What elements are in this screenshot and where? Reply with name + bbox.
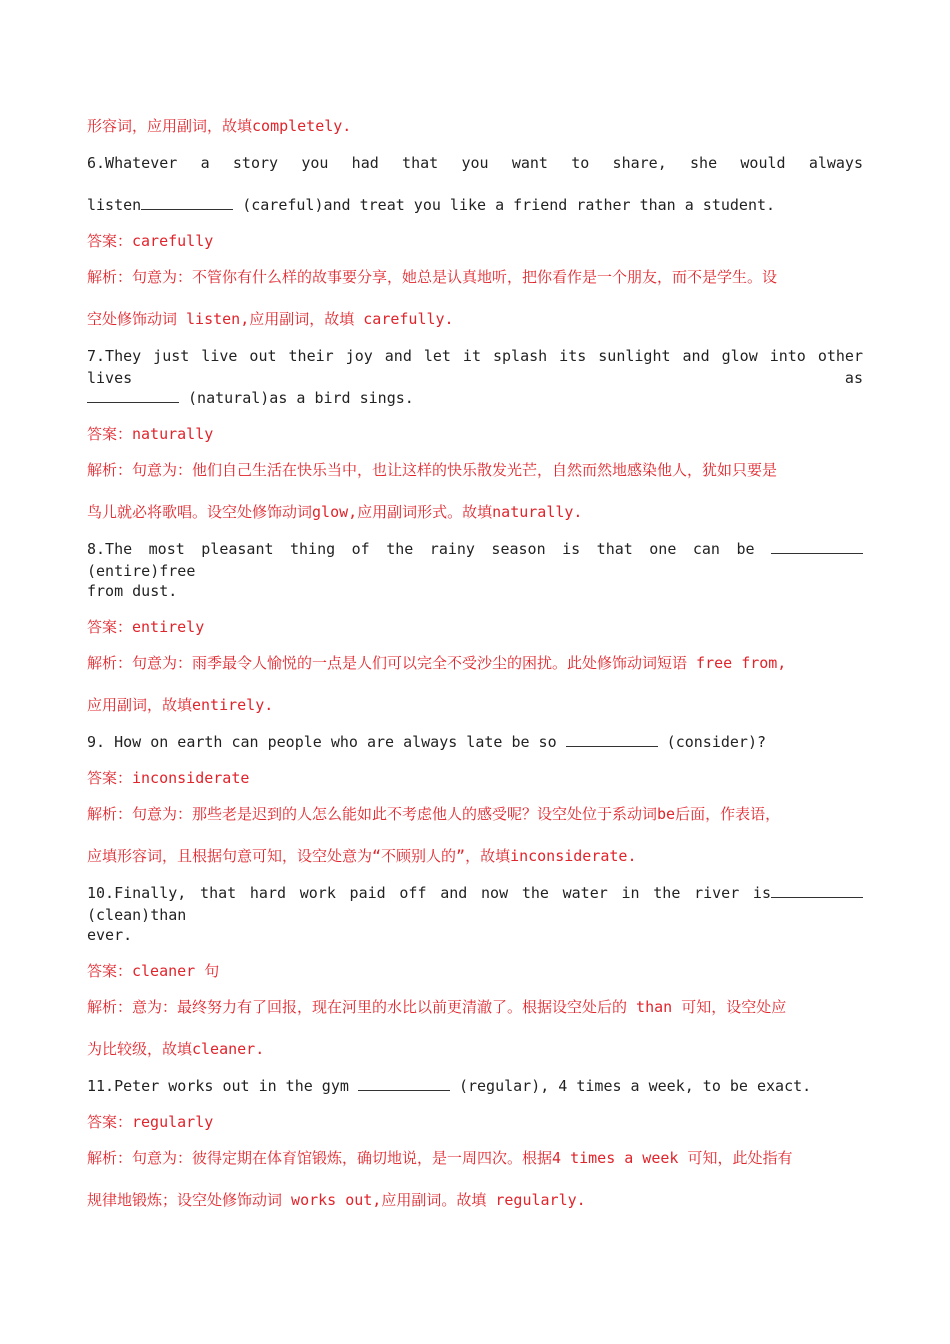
answer-9: 答案：inconsiderate bbox=[87, 769, 250, 787]
question-7-line-1: 7.They just live out their joy and let it splash its sunlight and glow into other lives as bbox=[87, 347, 863, 387]
explanation-10-line-1: 解析：意为：最终努力有了回报，现在河里的水比以前更清澈了。根据设空处后的 than 可知，设空处应 bbox=[87, 998, 787, 1016]
explanation-8-line-2: 应用副词，故填entirely. bbox=[87, 696, 274, 714]
question-11: 11.Peter works out in the gym (regular), 4 times a week, to be exact. bbox=[87, 1077, 812, 1095]
explanation-6-line-1: 解析：句意为：不管你有什么样的故事要分享，她总是认真地听，把你看作是一个朋友，而不是学生。设 bbox=[87, 268, 778, 286]
answer-11: 答案：regularly bbox=[87, 1113, 214, 1131]
explanation-7-line-1: 解析：句意为：他们自己生活在快乐当中，也让这样的快乐散发光芒，自然而然地感染他人，犹如只要是 bbox=[87, 461, 778, 479]
answer-7: 答案：naturally bbox=[87, 425, 214, 443]
question-6-line-2: listen (careful)and treat you like a friend rather than a student. bbox=[87, 196, 776, 214]
answer-blank bbox=[141, 195, 233, 210]
explanation-6-line-2: 空处修饰动词 listen,应用副词，故填 carefully. bbox=[87, 310, 454, 328]
explanation-11-line-2: 规律地锻炼；设空处修饰动词 works out,应用副词。故填 regularly. bbox=[87, 1191, 586, 1209]
question-8-line-1: 8.The most pleasant thing of the rainy season is that one can be (entire)free bbox=[87, 538, 863, 582]
explanation-10-line-2: 为比较级，故填cleaner. bbox=[87, 1040, 265, 1058]
explanation-9-line-1: 解析：句意为：那些老是迟到的人怎么能如此不考虑他人的感受呢？设空处位于系动词be后面，作表语， bbox=[87, 805, 781, 823]
question-8-line-2: from dust. bbox=[87, 582, 178, 600]
question-6-line-1: 6.Whatever a story you had that you want to share, she would always bbox=[87, 154, 863, 172]
answer-10: 答案：cleaner 句 bbox=[87, 962, 220, 980]
explanation-7-line-2: 鸟儿就必将歌唱。设空处修饰动词glow,应用副词形式。故填naturally. bbox=[87, 503, 583, 521]
question-7-line-2: (natural)as a bird sings. bbox=[87, 387, 863, 409]
question-10-line-2: ever. bbox=[87, 926, 133, 944]
explanation-line: 形容词，应用副词，故填completely. bbox=[87, 117, 352, 135]
answer-blank bbox=[566, 732, 658, 747]
answer-8: 答案：entirely bbox=[87, 618, 205, 636]
question-9: 9. How on earth can people who are always late be so (consider)? bbox=[87, 733, 767, 751]
answer-blank bbox=[771, 539, 863, 554]
answer-blank bbox=[87, 388, 179, 403]
answer-6: 答案：carefully bbox=[87, 232, 214, 250]
explanation-11-line-1: 解析：句意为：彼得定期在体育馆锻炼，确切地说，是一周四次。根据4 times a week 可知，此处指有 bbox=[87, 1149, 793, 1167]
explanation-8-line-1: 解析：句意为：雨季最令人愉悦的一点是人们可以完全不受沙尘的困扰。此处修饰动词短语 free from, bbox=[87, 654, 787, 672]
explanation-9-line-2: 应填形容词，且根据句意可知，设空处意为“不顾别人的”，故填inconsiderate. bbox=[87, 847, 637, 865]
answer-blank bbox=[358, 1076, 450, 1091]
question-10-line-1: 10.Finally, that hard work paid off and now the water in the river is (clean)than bbox=[87, 882, 863, 926]
answer-blank bbox=[771, 883, 863, 898]
